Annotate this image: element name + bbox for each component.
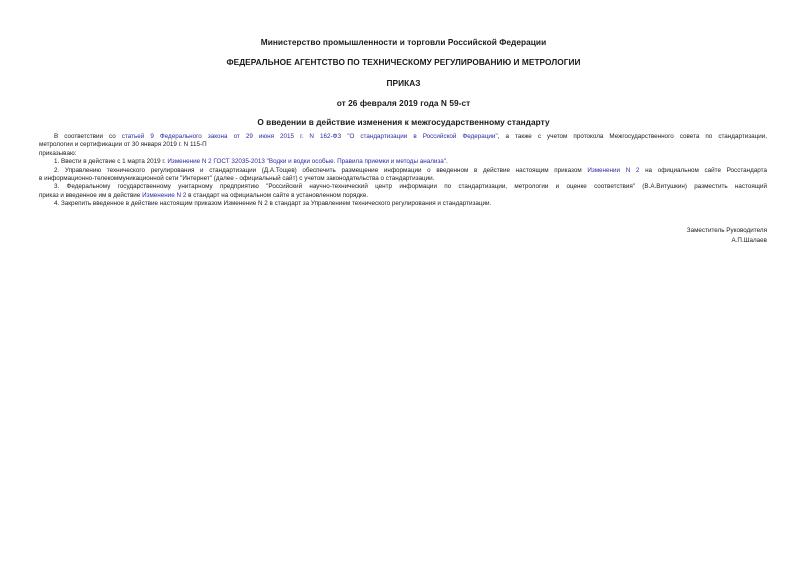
item-3-text-end: в стандарт на официальном сайте в установленном порядке. xyxy=(186,191,369,199)
item-2-line-2: в информационно-телекоммуникационной сети "Интернет" (далее - официальный сайт) с учетом законодательства о стандартизации. xyxy=(39,175,435,183)
preamble-text: В соответствии со xyxy=(54,133,122,140)
amendment-link[interactable]: Изменение N 2 xyxy=(142,191,187,199)
item-3-line-2 xyxy=(39,192,767,200)
preamble-line-3: приказываю: xyxy=(39,149,77,157)
item-2-line-1 xyxy=(39,167,767,175)
gost-amendment-link[interactable]: Изменение N 2 ГОСТ 32035-2013 "Водки и водки особые. Правила приемки и методы анализа" xyxy=(167,158,447,166)
item-4: 4. Закрепить введенное в действие настоящим приказом Изменение N 2 в стандарт за Управлением технического регулирования и стандартизации. xyxy=(54,200,492,208)
item-1 xyxy=(39,158,767,166)
document-date-number: от 26 февраля 2019 года N 59-ст xyxy=(336,98,471,108)
agency-name: ФЕДЕРАЛЬНОЕ АГЕНТСТВО ПО ТЕХНИЧЕСКОМУ РЕГУЛИРОВАНИЮ И МЕТРОЛОГИИ xyxy=(226,57,581,67)
preamble-line-1 xyxy=(39,133,767,141)
item-3-text: приказ и введенное им в действие xyxy=(39,191,143,199)
ministry-name: Министерство промышленности и торговли Российской Федерации xyxy=(260,37,547,47)
signatory-position: Заместитель Руководителя xyxy=(686,227,767,234)
item-2-text: 2. Управлению технического регулирования и стандартизации (Д.А.Тощев) обеспечить размещение информации о введенном в действие настоящим приказом xyxy=(54,166,588,174)
document-subject: О введении в действие изменения к межгосударственному стандарту xyxy=(257,117,550,127)
preamble-line-2: метрологии и сертификации от 30 января 2019 г. N 115-П xyxy=(39,141,207,149)
item-2-text-end: на официальном сайте Росстандарта xyxy=(639,166,767,174)
item-1-text: 1. Ввести в действие с 1 марта 2019 г. xyxy=(54,158,168,166)
document-body xyxy=(39,133,767,209)
amendment-link[interactable]: Изменении N 2 xyxy=(587,166,640,174)
preamble-text: , а также с учетом протокола Межгосударственного совета по стандартизации, xyxy=(497,133,768,140)
signatory-name: А.П.Шалаев xyxy=(731,237,767,244)
item-1-end: . xyxy=(446,158,448,166)
item-3-line-1: 3. Федеральному государственному унитарному предприятию "Российский научно-технический центр информации по стандартизации, метрологии и оценке соответствия" (В.А.Витушкин) разместить настоящий xyxy=(54,183,767,191)
law-link[interactable]: статьей 9 Федерального закона от 29 июня 2015 г. N 162-ФЗ "О стандартизации в Российской Федерации" xyxy=(121,133,498,140)
document-type: ПРИКАЗ xyxy=(386,78,421,88)
